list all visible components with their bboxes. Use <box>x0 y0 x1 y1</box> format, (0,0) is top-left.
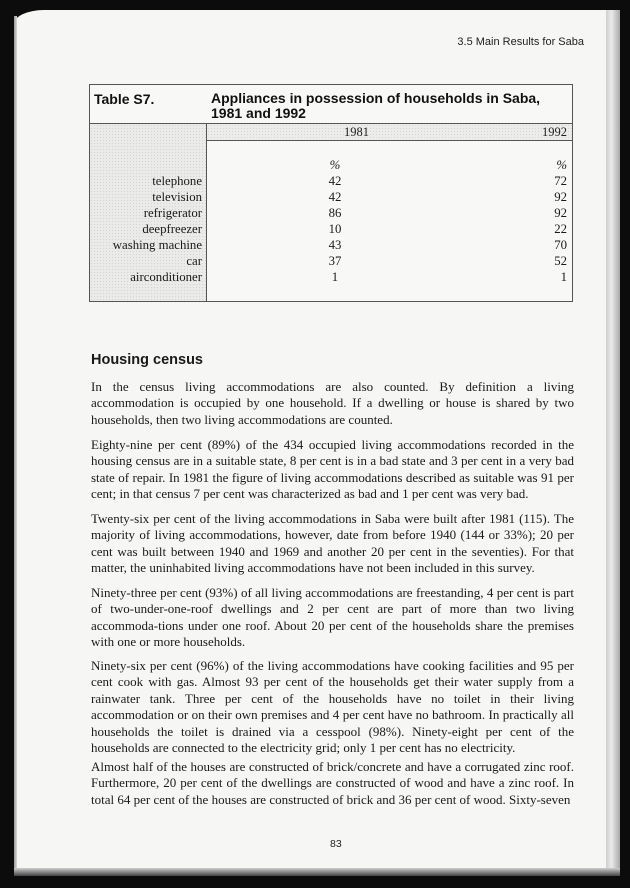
cell-value: 37 <box>328 254 342 268</box>
page-number: 83 <box>330 838 342 850</box>
unit-label: % <box>329 158 341 172</box>
year-header-row <box>207 124 572 141</box>
cell-value: 22 <box>554 222 567 236</box>
appliances-table <box>89 84 573 302</box>
column-header-1992: 1992 <box>542 125 567 139</box>
page-edge-bottom <box>14 868 620 876</box>
table-title: Appliances in possession of households in Saba, 1981 and 1992 <box>211 90 541 121</box>
row-label: airconditioner <box>130 270 202 284</box>
book-spine <box>14 16 17 876</box>
row-label: deepfreezer <box>142 222 202 236</box>
paragraph: Twenty-six per cent of the living accommodations in Saba were built after 1981 (115). The majority of living accommodations, however, date from before 1940 (144 or 33%); 20 per cent was built between 1940 and 1969 and another 20 per cent in the seventies). For that matter, the uninhabited living accommodations have not been included in this survey. <box>91 511 574 576</box>
table-header <box>90 85 572 124</box>
cell-value: 92 <box>554 190 567 204</box>
unit-label: % <box>556 158 567 172</box>
running-header: 3.5 Main Results for Saba <box>457 36 584 48</box>
table-body <box>90 124 572 301</box>
row-label: television <box>152 190 202 204</box>
paragraph: Almost half of the houses are constructed of brick/concrete and have a corrugated zinc roof. Furthermore, 20 per cent of the dwellings are constructed of wood and have a zinc roof. In total 64 per cent of the houses are constructed of brick and 36 per cent of wood. Sixty-seven <box>91 759 574 807</box>
cell-value: 1 <box>560 270 567 284</box>
paragraph: Ninety-six per cent (96%) of the living accommodations have cooking facilities and 95 per cent cook with gas. Almost 93 per cent of the households get their water supply from a rainwater tank. Three per cent of the households have no toilet in their living accommodation or on their own premises and 4 per cent have no bathroom. In practically all households the toilet is drained via a cesspool (98%). Ninety-eight per cent of the households are connected to the electricity grid; only 1 per cent has no electricity. <box>91 658 574 756</box>
row-label: refrigerator <box>143 206 202 220</box>
column-1992-values <box>527 157 567 285</box>
cell-value: 10 <box>328 222 342 236</box>
column-1981-values <box>310 157 360 285</box>
cell-value: 43 <box>328 238 342 252</box>
cell-value: 42 <box>328 190 342 204</box>
row-label: telephone <box>152 174 202 188</box>
row-label: car <box>186 254 202 268</box>
paragraph: In the census living accommodations are also counted. By definition a living accommodation is occupied by one household. If a dwelling or house is shared by two households, then two living accommodations are counted. <box>91 379 574 427</box>
cell-value: 42 <box>328 174 342 188</box>
cell-value: 92 <box>554 206 567 220</box>
page-edge-right <box>606 10 620 872</box>
cell-value: 1 <box>331 270 339 284</box>
row-label: washing machine <box>112 238 202 252</box>
cell-value: 70 <box>554 238 567 252</box>
column-header-1981: 1981 <box>344 125 369 139</box>
table-number: Table S7. <box>94 91 155 107</box>
cell-value: 72 <box>554 174 567 188</box>
paragraph: Ninety-three per cent (93%) of all living accommodations are freestanding, 4 per cent is part of two-under-one-roof dwellings and 2 per cent are part of more than two living accommoda-tions under one roof. About 20 per cent of the households share the premises with one or more households. <box>91 585 574 650</box>
row-labels <box>113 157 202 285</box>
section-heading: Housing census <box>91 352 203 368</box>
cell-value: 52 <box>554 254 567 268</box>
paragraph: Eighty-nine per cent (89%) of the 434 occupied living accommodations recorded in the housing census are in a suitable state, 8 per cent is in a bad state and 3 per cent in a very bad state of repair. In 1981 the figure of living accommodations described as suitable was 91 per cent; in that census 7 per cent was characterized as bad and 1 per cent was very bad. <box>91 437 574 502</box>
cell-value: 86 <box>328 206 342 220</box>
